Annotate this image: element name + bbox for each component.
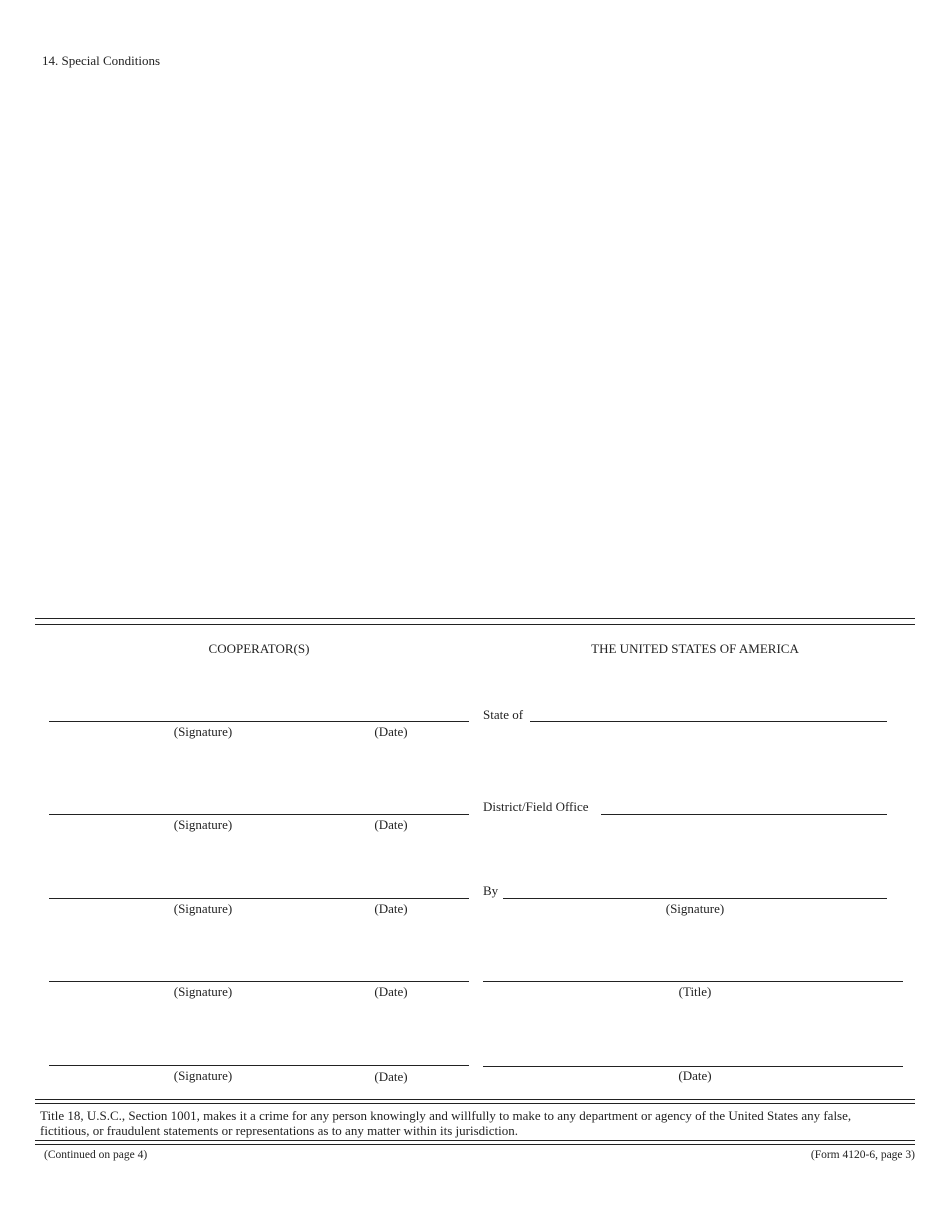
legal-notice-line-1: Title 18, U.S.C., Section 1001, makes it a crime for any person knowingly and willfully to make to any department or agency of the United States any false, bbox=[40, 1108, 852, 1123]
top-rule bbox=[35, 618, 915, 619]
continued-note: (Continued on page 4) bbox=[44, 1149, 148, 1161]
usa-signature-line[interactable] bbox=[503, 898, 887, 899]
signature-caption: (Signature) bbox=[173, 984, 233, 999]
notice-rule-bottom bbox=[35, 1140, 915, 1141]
form-identifier: (Form 4120-6, page 3) bbox=[810, 1149, 915, 1161]
usa-title-caption: (Title) bbox=[678, 984, 712, 999]
date-caption: (Date) bbox=[374, 724, 408, 739]
cooperator-signature-line[interactable] bbox=[49, 981, 469, 982]
top-rule-inner bbox=[35, 624, 915, 625]
special-conditions-area[interactable] bbox=[36, 75, 914, 610]
cooperator-signature-line[interactable] bbox=[49, 721, 469, 722]
usa-date-caption: (Date) bbox=[678, 1068, 712, 1083]
legal-notice-line-2: fictitious, or fraudulent statements or representations as to any matter within its jurisdiction. bbox=[40, 1123, 519, 1138]
signature-caption: (Signature) bbox=[173, 1068, 233, 1083]
cooperator-signature-line[interactable] bbox=[49, 814, 469, 815]
notice-rule-top-inner bbox=[35, 1103, 915, 1104]
signature-caption: (Signature) bbox=[173, 724, 233, 739]
cooperator-signature-line[interactable] bbox=[49, 1065, 469, 1066]
cooperator-signature-line[interactable] bbox=[49, 898, 469, 899]
usa-heading: THE UNITED STATES OF AMERICA bbox=[591, 641, 799, 656]
district-field-office-field[interactable] bbox=[601, 814, 887, 815]
district-field-office-label: District/Field Office bbox=[483, 799, 589, 814]
usa-signature-caption: (Signature) bbox=[665, 901, 725, 916]
signature-caption: (Signature) bbox=[173, 817, 233, 832]
date-caption: (Date) bbox=[374, 984, 408, 999]
notice-rule-top bbox=[35, 1099, 915, 1100]
date-caption: (Date) bbox=[374, 817, 408, 832]
usa-title-line[interactable] bbox=[483, 981, 903, 982]
usa-date-line[interactable] bbox=[483, 1066, 903, 1067]
state-of-field[interactable] bbox=[530, 721, 887, 722]
date-caption: (Date) bbox=[374, 901, 408, 916]
date-caption: (Date) bbox=[374, 1069, 408, 1084]
state-of-label: State of bbox=[483, 707, 524, 722]
signature-caption: (Signature) bbox=[173, 901, 233, 916]
notice-rule-bottom-inner bbox=[35, 1144, 915, 1145]
cooperators-heading: COOPERATOR(S) bbox=[208, 641, 310, 656]
special-conditions-label: 14. Special Conditions bbox=[42, 53, 161, 68]
by-label: By bbox=[483, 883, 499, 898]
